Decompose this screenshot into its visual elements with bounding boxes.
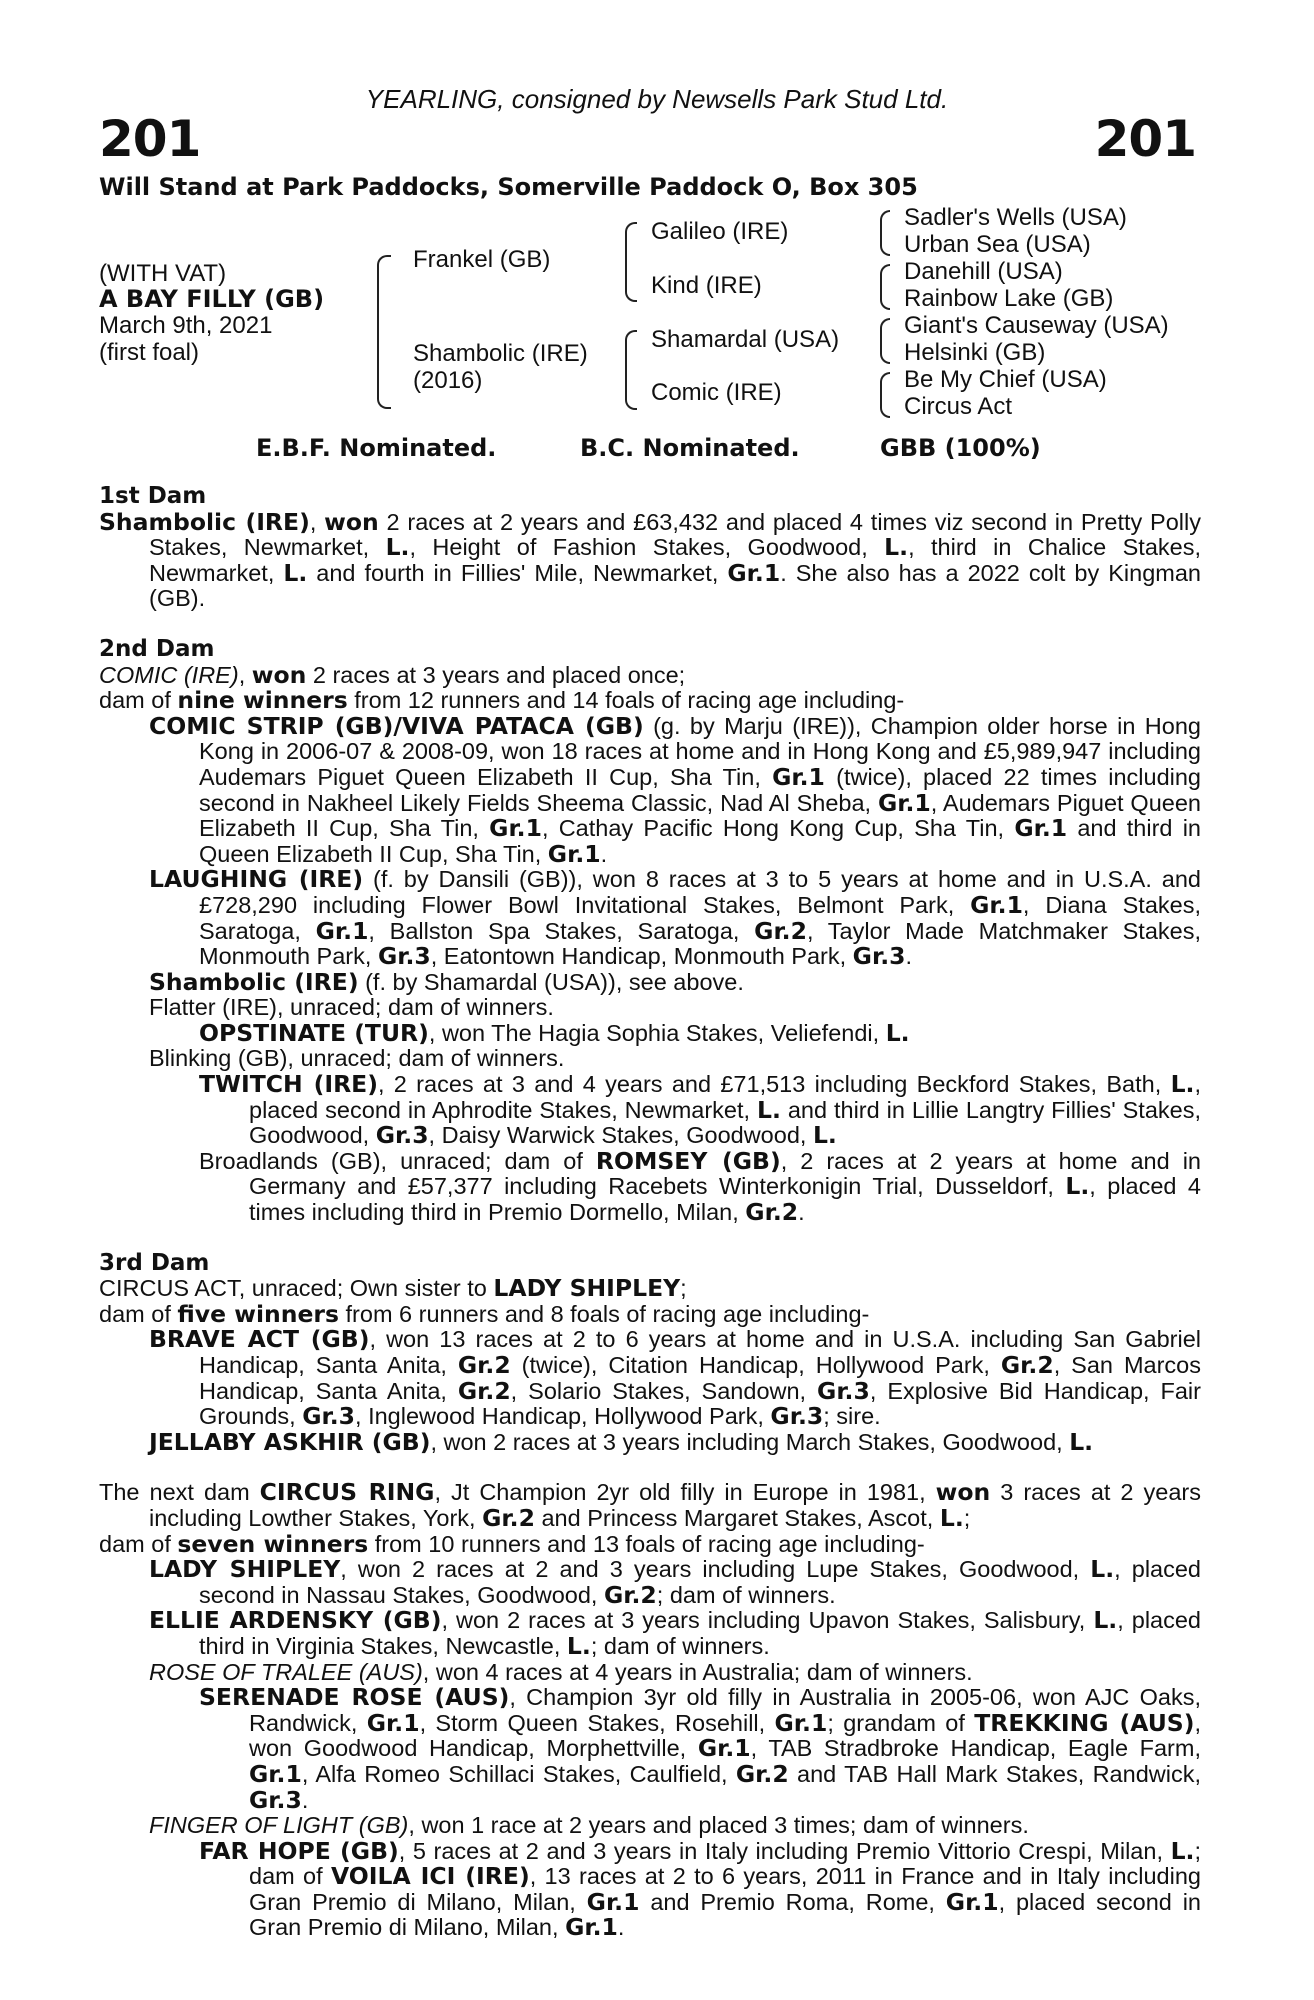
entry-text: , won 13 races at 2 to 6 years at home and in U.S.A. including San Gabriel Handicap, Santa Anita, <box>199 1326 1201 1378</box>
foaling-date: March 9th, 2021 <box>99 312 273 339</box>
vat-note: (WITH VAT) <box>99 260 227 287</box>
entry-text: dam of <box>99 687 178 714</box>
horse-name: VOILA ICI (IRE) <box>330 1862 530 1891</box>
grade: Gr.1 <box>970 890 1023 919</box>
horse-name: ROSE OF TRALEE (AUS) <box>149 1658 423 1685</box>
pedigree-brace-g1 <box>880 210 890 256</box>
grade: Gr.2 <box>457 1351 511 1379</box>
entry-text: , TAB Stradbroke Handicap, Eagle Farm, <box>750 1735 1201 1762</box>
produce-entry <box>99 867 1201 969</box>
entry-text: , 2 races at 2 years at home and in Germany and £57,377 including Racebets Winterkonigin Trial, Dusseldorf, <box>249 1147 1201 1200</box>
second-dam-heading: 2nd Dam <box>99 635 215 662</box>
entry-text: , third in Chalice Stakes, Newmarket, <box>149 534 1201 586</box>
grade: Gr.3 <box>302 1402 356 1431</box>
catalogue-body <box>99 484 1201 1941</box>
horse-name: JELLABY ASKHIR (GB) <box>149 1427 431 1456</box>
entry-text: , won 2 races at 2 and 3 years including Lupe Stakes, Goodwood, <box>340 1556 1091 1583</box>
grade: L. <box>1069 1427 1094 1456</box>
winners-count: five winners <box>177 1299 339 1328</box>
entry-text: , won 4 races at 4 years in Australia; dam of winners. <box>422 1658 973 1685</box>
entry-text: . <box>301 1786 309 1813</box>
horse-name: FAR HOPE (GB) <box>199 1836 399 1865</box>
entry-text: , Champion 3yr old filly in Australia in 2005-06, won AJC Oaks, Randwick, <box>249 1684 1201 1736</box>
entry-text: , placed third in Virginia Stakes, Newcastle, <box>199 1607 1201 1659</box>
grade: Gr.2 <box>1000 1351 1054 1379</box>
gbb-nomination: GBB (100%) <box>880 434 1041 462</box>
consignment-line: YEARLING, consigned by Newsells Park Stud Ltd. <box>365 84 949 114</box>
grade: Gr.1 <box>727 558 781 587</box>
pedigree-brace-g4 <box>880 372 890 418</box>
won-label: won <box>324 507 379 536</box>
grade: Gr.3 <box>852 942 906 971</box>
pedigree-brace-g2 <box>880 264 890 310</box>
horse-name: COMIC (IRE) <box>99 661 239 688</box>
grade: Gr.2 <box>457 1376 511 1405</box>
produce-entry <box>99 1813 1201 1839</box>
entry-text: , placed second in Gran Premio di Milano, Milan, <box>249 1888 1201 1941</box>
grade: L. <box>1170 1836 1195 1865</box>
grade: Gr.1 <box>315 916 369 945</box>
stabling-location: Will Stand at Park Paddocks, Somerville Paddock O, Box 305 <box>99 173 918 201</box>
entry-text: Broadlands (GB), unraced; dam of <box>199 1147 596 1174</box>
horse-name: Shambolic (IRE) <box>99 507 310 536</box>
entry-text: 2 races at 3 years and placed once; <box>306 661 686 688</box>
entry-text: , Storm Queen Stakes, Rosehill, <box>419 1709 775 1736</box>
second-dam-produce <box>99 688 1201 714</box>
grade: Gr.2 <box>735 1759 789 1788</box>
horse-name: FINGER OF LIGHT (GB) <box>149 1812 409 1839</box>
entry-text: from 10 runners and 13 foals of racing age including- <box>368 1530 925 1557</box>
entry-text: . She also has a 2022 colt by Kingman (GB). <box>149 559 1201 612</box>
dam-dam: Comic (IRE) <box>651 379 782 406</box>
won-label: won <box>251 660 307 689</box>
entry-text: 2 races at 2 years and £63,432 and placed 4 times viz second in Pretty Polly Stakes, Newmarket, <box>149 508 1201 561</box>
entry-text: . <box>905 943 913 970</box>
horse-name: LAUGHING (IRE) <box>149 865 364 894</box>
lot-number-right: 201 <box>1094 110 1196 168</box>
won-label: won <box>935 1478 991 1507</box>
entry-text: ; dam of winners. <box>656 1581 836 1608</box>
produce-entry <box>99 711 1201 868</box>
third-dam-entry <box>99 1276 1201 1302</box>
dam: Shambolic (IRE) <box>413 340 588 367</box>
grade: Gr.3 <box>377 942 431 971</box>
entry-text: , Diana Stakes, Saratoga, <box>199 891 1201 944</box>
produce-entry <box>99 1427 1201 1456</box>
entry-text: CIRCUS ACT, unraced; Own sister to <box>99 1275 494 1302</box>
entry-text: . <box>798 1199 805 1226</box>
ancestor-4: Rainbow Lake (GB) <box>904 285 1114 312</box>
horse-name: BRAVE ACT (GB) <box>149 1325 370 1354</box>
entry-text: 3 races at 2 years including Lowther Stakes, York, <box>149 1479 1201 1531</box>
grade: Gr.3 <box>375 1121 429 1150</box>
grade: Gr.1 <box>772 762 825 791</box>
grade: L. <box>1090 1555 1115 1584</box>
horse-name: ROMSEY (GB) <box>595 1146 781 1175</box>
produce-entry <box>99 1146 1201 1227</box>
entry-text: , 2 races at 3 and 4 years and £71,513 including Beckford Stakes, Bath, <box>377 1071 1171 1098</box>
produce-entry <box>99 1557 1201 1608</box>
entry-text: . <box>600 840 608 867</box>
entry-text: and third in Lillie Langtry Fillies' Stakes, Goodwood, <box>249 1096 1201 1149</box>
entry-text: , Jt Champion 2yr old filly in Europe in 1981, <box>434 1479 936 1506</box>
horse-name: LADY SHIPLEY <box>493 1274 681 1303</box>
horse-name: LADY SHIPLEY <box>149 1555 341 1584</box>
winners-count: seven winners <box>177 1529 369 1558</box>
grade: Gr.1 <box>697 1734 751 1763</box>
produce-entry <box>99 967 1201 996</box>
entry-text: , placed 4 times including third in Premio Dormello, Milan, <box>249 1173 1201 1226</box>
foal-note: (first foal) <box>99 339 200 366</box>
pedigree-brace-sire <box>625 222 637 302</box>
grade: L. <box>939 1503 964 1532</box>
entry-text: , Daisy Warwick Stakes, Goodwood, <box>428 1122 813 1149</box>
grade: Gr.2 <box>754 916 807 945</box>
grade: Gr.3 <box>817 1376 870 1405</box>
ebf-nomination: E.B.F. Nominated. <box>256 434 497 462</box>
grade: Gr.2 <box>482 1503 535 1532</box>
entry-text: ; <box>963 1504 971 1531</box>
entry-text: dam of <box>99 1300 178 1327</box>
grade: Gr.1 <box>586 1887 640 1916</box>
entry-text: (f. by Dansili (GB)), won 8 races at 3 to 5 years at home and in U.S.A. and £728,290 including Flower Bowl Invitational Stakes, Belmont Park, <box>199 866 1201 918</box>
entry-text: , Height of Fashion Stakes, Goodwood, <box>409 534 885 561</box>
produce-entry <box>99 1018 1201 1047</box>
entry-text: , placed second in Aphrodite Stakes, Newmarket, <box>249 1071 1201 1123</box>
entry-text: ; <box>680 1275 687 1302</box>
produce-entry <box>99 1608 1201 1659</box>
next-dam-produce <box>99 1529 1201 1558</box>
entry-text: and fourth in Fillies' Mile, Newmarket, <box>307 559 728 586</box>
lot-number-left: 201 <box>99 110 201 168</box>
grade: Gr.1 <box>877 788 931 817</box>
grade: Gr.1 <box>249 1759 302 1788</box>
entry-text: , Explosive Bid Handicap, Fair Grounds, <box>199 1377 1201 1430</box>
dam-sire: Shamardal (USA) <box>651 326 840 353</box>
ancestor-8: Circus Act <box>904 393 1013 420</box>
entry-text: , placed second in Nassau Stakes, Goodwood, <box>199 1556 1201 1608</box>
entry-text: , Taylor Made Matchmaker Stakes, Monmouth Park, <box>199 917 1201 970</box>
first-dam-entry: Shambolic (IRE), won 2 races at 2 years and £63,432 and placed 4 times viz second in Pretty Polly Stakes, Newmarket, L., Height of Fashion Stakes, Goodwood, L., third in Chalice Stakes, Newmarket, L. and fourth in Fillies' Mile, Newmarket, Gr.1. She also has a 2022 colt by Kingman (GB). <box>99 507 1201 612</box>
entry-text: Blinking (GB), unraced; dam of winners. <box>149 1045 565 1072</box>
grade: L. <box>756 1095 781 1124</box>
entry-text: , Cathay Pacific Hong Kong Cup, Sha Tin, <box>541 815 1015 842</box>
horse-name: Shambolic (IRE) <box>149 967 359 996</box>
entry-text: , 5 races at 2 and 3 years in Italy including Premio Vittorio Crespi, Milan, <box>398 1837 1171 1864</box>
entry-text: , won Goodwood Handicap, Morphettville, <box>249 1709 1202 1762</box>
grade: L. <box>283 558 308 587</box>
horse-name: A BAY FILLY (GB) <box>99 285 325 313</box>
produce-entry <box>99 1327 1201 1429</box>
sire-sire: Galileo (IRE) <box>651 218 789 245</box>
produce-entry <box>99 1046 1201 1072</box>
horse-name: CIRCUS RING <box>259 1478 435 1507</box>
entry-text: and Princess Margaret Stakes, Ascot, <box>534 1504 940 1531</box>
entry-text: , Solario Stakes, Sandown, <box>510 1377 818 1404</box>
entry-text: , Audemars Piguet Queen Elizabeth II Cup, Sha Tin, <box>199 789 1201 842</box>
grade: Gr.3 <box>770 1402 824 1431</box>
entry-text: dam of <box>99 1530 178 1557</box>
grade: Gr.1 <box>547 839 601 868</box>
grade: L. <box>1093 1606 1118 1635</box>
produce-entry <box>99 995 1201 1021</box>
horse-name: TREKKING (AUS) <box>974 1708 1195 1737</box>
third-dam-produce <box>99 1299 1201 1328</box>
entry-text: , won 2 races at 3 years including Upavon Stakes, Salisbury, <box>441 1607 1094 1634</box>
horse-name: SERENADE ROSE (AUS) <box>199 1683 510 1712</box>
entry-text: and Premio Roma, Rome, <box>639 1888 946 1915</box>
entry-text: (twice), Citation Handicap, Hollywood Park, <box>510 1352 1001 1378</box>
produce-entry <box>99 1836 1201 1942</box>
entry-text: from 12 runners and 14 foals of racing age including- <box>347 687 905 714</box>
horse-name: OPSTINATE (TUR) <box>199 1018 429 1047</box>
grade: L. <box>385 533 410 562</box>
horse-name: COMIC STRIP (GB)/VIVA PATACA (GB) <box>149 711 644 740</box>
bc-nomination: B.C. Nominated. <box>580 434 800 462</box>
sire-dam: Kind (IRE) <box>651 272 762 299</box>
entry-text: ; dam of winners. <box>590 1632 770 1659</box>
ancestor-7: Be My Chief (USA) <box>904 366 1107 393</box>
ancestor-3: Danehill (USA) <box>904 258 1063 285</box>
entry-text: (f. by Shamardal (USA)), see above. <box>358 968 744 995</box>
pedigree-brace-g3 <box>880 318 890 364</box>
entry-text: ; sire. <box>823 1403 881 1430</box>
grade: L. <box>885 1018 910 1047</box>
grade: L. <box>812 1121 837 1150</box>
pedigree-brace-dam <box>625 330 637 410</box>
entry-text: ; grandam of <box>827 1709 975 1736</box>
entry-text: , won 1 race at 2 years and placed 3 times; dam of winners. <box>408 1812 1029 1839</box>
sire: Frankel (GB) <box>413 246 551 273</box>
entry-text: , won 2 races at 3 years including March Stakes, Goodwood, <box>430 1428 1070 1455</box>
ancestor-2: Urban Sea (USA) <box>904 231 1091 258</box>
grade: Gr.1 <box>565 1913 618 1942</box>
grade: Gr.1 <box>489 814 542 843</box>
grade: Gr.3 <box>249 1785 302 1814</box>
entry-text: , Inglewood Handicap, Hollywood Park, <box>355 1403 771 1430</box>
grade: L. <box>884 533 909 562</box>
next-dam-entry <box>99 1480 1201 1531</box>
produce-entry <box>99 1685 1201 1813</box>
produce-entry <box>99 1660 1201 1686</box>
entry-text: , Eatontown Handicap, Monmouth Park, <box>430 943 853 970</box>
grade: Gr.1 <box>1014 814 1068 843</box>
ancestor-5: Giant's Causeway (USA) <box>904 312 1169 339</box>
entry-text: from 6 runners and 8 foals of racing age including- <box>338 1300 870 1327</box>
horse-name: ELLIE ARDENSKY (GB) <box>149 1606 442 1635</box>
grade: L. <box>1170 1070 1195 1099</box>
entry-text: , won The Hagia Sophia Stakes, Veliefendi, <box>428 1019 886 1046</box>
grade: L. <box>1065 1172 1090 1201</box>
entry-text: , 13 races at 2 to 6 years, 2011 in France and in Italy including Gran Premio di Milano, Milan, <box>249 1863 1201 1915</box>
ancestor-6: Helsinki (GB) <box>904 339 1046 366</box>
grade: Gr.1 <box>945 1887 999 1916</box>
grade: Gr.1 <box>366 1708 420 1737</box>
second-dam-entry: COMIC (IRE), won 2 races at 3 years and placed once; <box>99 660 686 689</box>
grade: Gr.2 <box>745 1198 799 1227</box>
entry-text: and third in Queen Elizabeth II Cup, Sha Tin, <box>199 815 1201 867</box>
third-dam-heading: 3rd Dam <box>99 1249 210 1276</box>
horse-name: TWITCH (IRE) <box>199 1070 378 1099</box>
entry-text: (g. by Marju (IRE)), Champion older horse in Hong Kong in 2006-07 & 2008-09, won 18 races at home and in Hong Kong and £5,989,947 including Audemars Piguet Queen Elizabeth II Cup, Sha Tin, <box>199 712 1201 790</box>
grade: Gr.2 <box>603 1580 657 1609</box>
entry-text: The next dam <box>99 1479 260 1506</box>
grade: L. <box>566 1631 591 1660</box>
entry-text: ; dam of <box>249 1837 1201 1890</box>
pedigree-brace-main <box>377 255 391 409</box>
entry-text: and TAB Hall Mark Stakes, Randwick, <box>788 1760 1201 1787</box>
entry-text: , Ballston Spa Stakes, Saratoga, <box>368 917 755 944</box>
entry-text: , Alfa Romeo Schillaci Stakes, Caulfield, <box>301 1760 736 1787</box>
first-dam-heading: 1st Dam <box>99 483 207 509</box>
winners-count: nine winners <box>177 686 348 715</box>
produce-entry <box>99 1072 1201 1149</box>
entry-text: (twice), placed 22 times including second in Nakheel Likely Fields Sheema Classic, Nad Al Sheba, <box>199 763 1201 816</box>
entry-text: . <box>617 1914 625 1941</box>
ancestor-1: Sadler's Wells (USA) <box>904 204 1127 231</box>
entry-text: Flatter (IRE), unraced; dam of winners. <box>149 994 554 1021</box>
grade: Gr.1 <box>774 1708 828 1737</box>
entry-text: , San Marcos Handicap, Santa Anita, <box>199 1352 1201 1404</box>
dam-year: (2016) <box>413 367 483 394</box>
